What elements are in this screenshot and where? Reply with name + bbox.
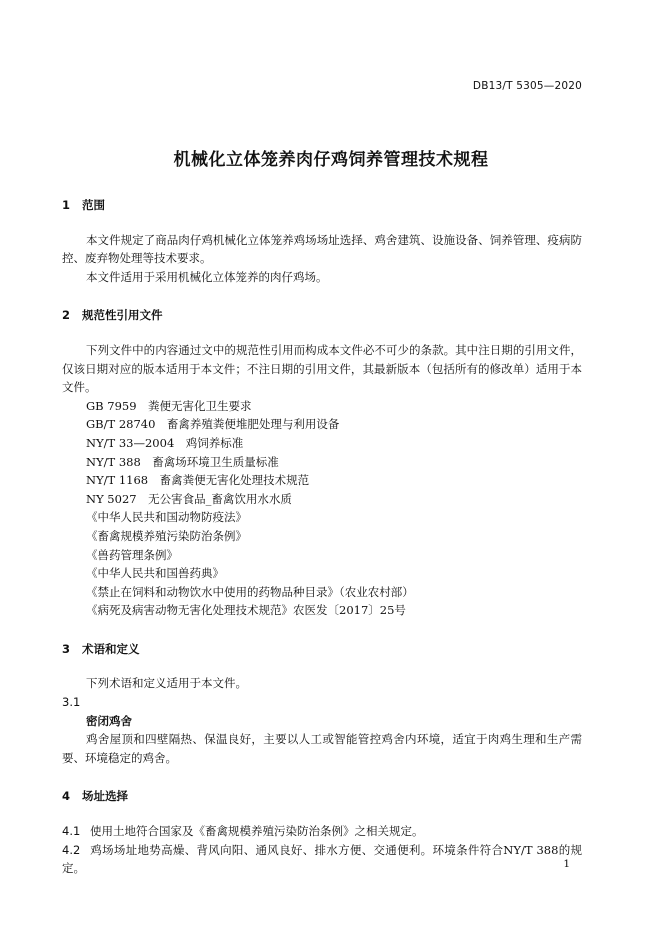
- document-title: 机械化立体笼养肉仔鸡饲养管理技术规程: [173, 150, 489, 170]
- reference-item: 《病死及病害动物无害化处理技术规范》农医发〔2017〕25号: [86, 603, 406, 618]
- terms-intro: 下列术语和定义适用于本文件。: [86, 676, 247, 691]
- references-intro: 下列文件中的内容通过文中的规范性引用而构成本文件必不可少的条款。其中注日期的引用文件，仅该日期对应的版本适用于本文件；不注日期的引用文件，其最新版本（包括所有的修改单）适用于本文件。: [62, 342, 582, 395]
- clause-4-2: [62, 841, 582, 878]
- reference-item: 《禁止在饲料和动物饮水中使用的药物品种目录》（农业农村部）: [86, 584, 414, 599]
- section-number: 3: [62, 641, 71, 656]
- page-number: 1: [563, 858, 570, 870]
- clause-text: 鸡场场址地势高燥、背风向阳、通风良好、排水方便、交通便利。环境条件符合NY/T 388的规定。: [62, 842, 582, 876]
- section-number: 2: [62, 308, 71, 323]
- reference-item: 《兽药管理条例》: [86, 547, 178, 562]
- clause-text: 使用土地符合国家及《畜禽规模养殖污染防治条例》之相关规定。: [90, 824, 424, 839]
- section-number: 4: [62, 789, 71, 804]
- reference-item: GB/T 28740 畜禽养殖粪便堆肥处理与利用设备: [86, 417, 340, 432]
- reference-item: NY/T 1168 畜禽粪便无害化处理技术规范: [86, 473, 310, 488]
- section-number: 1: [62, 198, 71, 212]
- document-code: DB13/T 5305—2020: [472, 80, 582, 92]
- reference-item: 《畜禽规模养殖污染防治条例》: [86, 528, 247, 543]
- clause-4-1: [62, 822, 582, 841]
- term-name: 密闭鸡舍: [86, 713, 132, 728]
- scope-paragraph-2: 本文件适用于采用机械化立体笼养的肉仔鸡场。: [86, 269, 328, 284]
- section-heading-references: [62, 306, 582, 325]
- term-number: 3.1: [62, 695, 81, 710]
- section-title: 场址选择: [82, 789, 128, 804]
- section-heading-scope: [62, 196, 582, 215]
- reference-item: 《中华人民共和国动物防疫法》: [86, 510, 247, 525]
- section-title: 规范性引用文件: [82, 308, 163, 323]
- section-title: 范围: [82, 198, 105, 212]
- reference-item: GB 7959 粪便无害化卫生要求: [86, 398, 252, 413]
- scope-paragraph-1: 本文件规定了商品肉仔鸡机械化立体笼养鸡场场址选择、鸡舍建筑、设施设备、饲养管理、疫病防控、废弃物处理等技术要求。: [62, 232, 582, 266]
- reference-item: 《中华人民共和国兽药典》: [86, 566, 224, 581]
- term-definition: 鸡舍屋顶和四壁隔热、保温良好，主要以人工或智能管控鸡舍内环境，适宜于肉鸡生理和生产需要、环境稳定的鸡舍。: [62, 732, 582, 765]
- clause-number: 4.2: [62, 842, 81, 857]
- document-body: [62, 196, 582, 878]
- reference-list: [62, 397, 582, 620]
- reference-item: NY/T 388 畜禽场环境卫生质量标准: [86, 454, 279, 469]
- section-heading-terms: [62, 640, 582, 659]
- reference-item: NY 5027 无公害食品_畜禽饮用水水质: [86, 491, 292, 506]
- section-heading-site-selection: [62, 787, 582, 806]
- section-title: 术语和定义: [82, 641, 140, 656]
- clause-number: 4.1: [62, 824, 81, 839]
- reference-item: NY/T 33—2004 鸡饲养标准: [86, 435, 244, 450]
